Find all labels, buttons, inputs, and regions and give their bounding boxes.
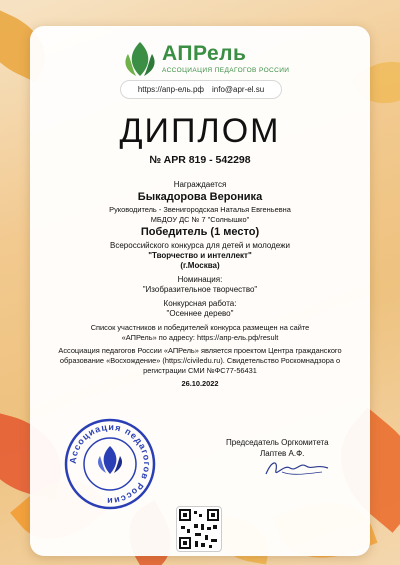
recipient-name: Быкадорова Вероника: [137, 191, 263, 203]
about-line-1: Ассоциация педагогов России «АПРель» является проектом Центра гражданского: [58, 346, 342, 355]
about-line-2: образование «Восхождение» (https://civiledu.ru). Свидетельство Роскомнадзора о: [59, 356, 341, 365]
contest-name: "Творчество и интеллект": [148, 251, 252, 260]
stamp-icon: [64, 418, 156, 510]
nomination-label: Номинация:: [177, 275, 223, 284]
contest: Всероссийского конкурса для детей и молодежи: [110, 241, 290, 250]
brand-logo: [122, 40, 290, 84]
about-line-3: регистрации СМИ №ФС77-56431: [143, 366, 257, 375]
list-line-2: «АПРель» по адресу: https://апр-ель.рф/result: [121, 333, 279, 342]
qr-code[interactable]: [176, 506, 222, 552]
diploma-card: [30, 26, 370, 556]
list-line-1: Список участников и победителей конкурса размещен на сайте: [90, 323, 310, 332]
contacts-bar: [120, 80, 282, 99]
nomination: "Изобразительное творчество": [142, 285, 258, 294]
document-title: ДИПЛОМ: [119, 112, 281, 150]
signature-title: Председатель Оргкомитета: [226, 438, 329, 447]
issue-date: 26.10.2022: [181, 379, 219, 388]
work-title: "Осеннее дерево": [166, 309, 234, 318]
qr-code-icon: [179, 509, 219, 549]
signature-name: Лаптев А.Ф.: [260, 449, 305, 458]
work-label: Конкурсная работа:: [163, 299, 237, 308]
city: (г.Москва): [180, 261, 220, 270]
signature-icon: [262, 456, 332, 480]
association-stamp: [64, 418, 156, 510]
brand-subtitle: АССОЦИАЦИЯ ПЕДАГОГОВ РОССИИ: [162, 67, 290, 74]
supervisor: Руководитель - Звенигородская Наталья Евгеньевна: [109, 205, 291, 214]
site-link[interactable]: https://апр-ель.рф: [137, 85, 205, 94]
awarded-label: Награждается: [173, 180, 227, 189]
leaf-logo-icon: [122, 40, 158, 78]
email-link[interactable]: info@apr-el.su: [212, 85, 265, 94]
document-number: № APR 819 - 542298: [149, 154, 251, 166]
place: Победитель (1 место): [140, 226, 260, 238]
brand-name: АПРель: [162, 42, 247, 65]
school: МБДОУ ДС № 7 "Солнышко": [150, 215, 250, 224]
stamp-text: Ассоциация педагогов России: [67, 421, 153, 507]
